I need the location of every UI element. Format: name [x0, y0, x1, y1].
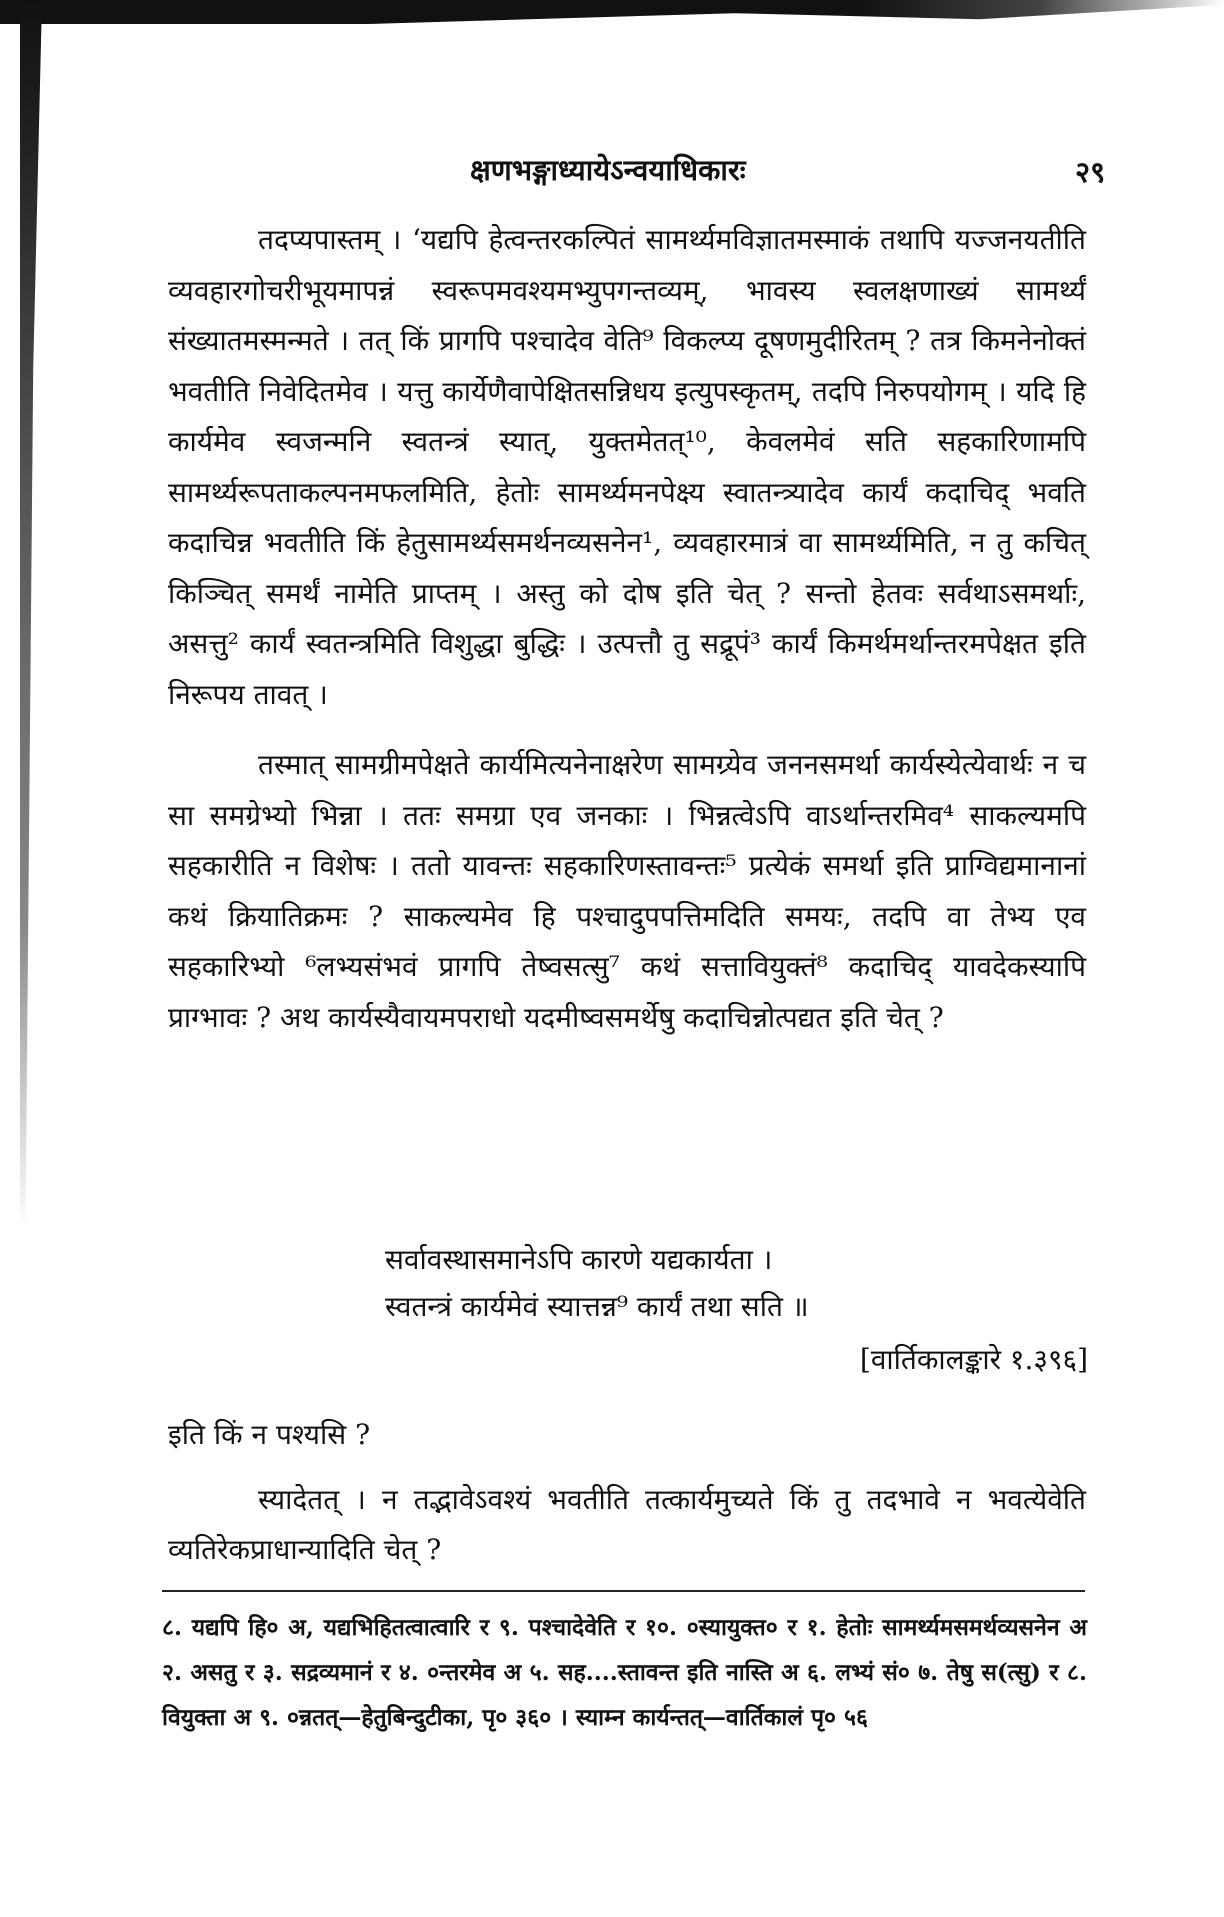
- running-title: क्षणभङ्गाध्यायेऽन्वयाधिकारः: [470, 153, 746, 187]
- page-header: [0, 150, 1224, 200]
- footnotes: ८. यद्यपि हि० अ, यद्यभिहितत्वात्वारि र ९. पश्चादेवेति र १०. ०स्यायुक्त० र १. हेतोः सामर्थ्यमसमर्थव्यसनेन अ २. असतु र ३. सद्रव्यमानं र ४. ०न्तरमेव अ ५. सह....स्तावन्त इति नास्ति अ ६. लभ्यं सं० ७. तेषु स(त्सु) र ८. वियुक्ता अ ९. ०न्नतत्—हेतुबिन्दुटीका, पृ० ३६० । स्याम्न कार्यन्तत्—वार्तिकालं पृ० ५६: [162, 1614, 1087, 1731]
- main-text: [168, 215, 1086, 1043]
- page-number: २९: [1075, 155, 1106, 189]
- verse: [385, 1236, 985, 1330]
- paragraph-2: तस्मात् सामग्रीमपेक्षते कार्यमित्यनेनाक्षरेण सामग्र्येव जननसमर्था कार्यस्येत्येवार्थः न च सा समग्रेभ्यो भिन्ना । ततः समग्रा एव जनकाः । भिन्नत्वेऽपि वाऽर्थान्तरमिव⁴ साकल्यमपि सहकारीति न विशेषः । ततो यावन्तः सहकारिणस्तावन्तः⁵ प्रत्येकं समर्था इति प्राग्विद्यमानानां कथं क्रियातिक्रमः ? साकल्यमेव हि पश्चादुपपत्तिमदिति समयः, तदपि वा तेभ्य एव सहकारिभ्यो ⁶लभ्यसंभवं प्रागपि तेष्वसत्सु⁷ कथं सत्तावियुक्तं⁸ कदाचिद् यावदेकस्यापि प्राग्भावः ? अथ कार्यस्यैवायमपराधो यदमीष्वसमर्थेषु कदाचिन्नोत्पद्यत इति चेत् ?: [168, 748, 1086, 1034]
- verse-citation: [वार्तिकालङ्कारे १.३९६]: [859, 1343, 1088, 1376]
- verse-line-1: सर्वावस्थासमानेऽपि कारणे यद्यकार्यता ।: [385, 1243, 773, 1276]
- paragraph-1: तदप्यपास्तम् । ‘यद्यपि हेत्वन्तरकल्पितं सामर्थ्यमविज्ञातमस्माकं तथापि यज्जनयतीति व्यवहारगोचरीभूयमापन्नं स्वरूपमवश्यमभ्युपगन्तव्यम्, भावस्य स्वलक्षणाख्यं सामर्थ्यं संख्यातमस्मन्मते । तत् किं प्रागपि पश्चादेव वेति⁹ विकल्प्य दूषणमुदीरितम् ? तत्र किमनेनोक्तं भवतीति निवेदितमेव । यत्तु कार्येणैवापेक्षितसन्निधय इत्युपस्कृतम्, तदपि निरुपयोगम् । यदि हि कार्यमेव स्वजन्मनि स्वतन्त्रं स्यात्, युक्तमेतत्¹⁰, केवलमेवं सति सहकारिणामपि सामर्थ्यरूपताकल्पनमफलमिति, हेतोः सामर्थ्यमनपेक्ष्य स्वातन्त्र्यादेव कार्यं कदाचिद् भवति कदाचिन्न भवतीति किं हेतुसामर्थ्यसमर्थनव्यसनेन¹, व्यवहारमात्रं वा सामर्थ्यमिति, न तु कचित् किञ्चित् समर्थं नामेति प्राप्तम् । अस्तु को दोष इति चेत् ? सन्तो हेतवः सर्वथाऽसमर्थाः, असत्तु² कार्यं स्वतन्त्रमिति विशुद्धा बुद्धिः । उत्पत्तौ तु सद्रूपं³ कार्यं किमर्थमर्थान्तरमपेक्षत इति निरूपय तावत् ।: [168, 223, 1086, 711]
- paragraph-3: इति किं न पश्यसि ?: [168, 1418, 371, 1451]
- closing-text: [168, 1410, 1086, 1576]
- paragraph-4: स्यादेतत् । न तद्भावेऽवश्यं भवतीति तत्कार्यमुच्यते किं तु तदभावे न भवत्येवेति व्यतिरेकप्राधान्यादिति चेत् ?: [168, 1482, 1086, 1566]
- verse-line-2: स्वतन्त्रं कार्यमेवं स्यात्तन्न⁹ कार्यं तथा सति ॥: [385, 1290, 809, 1323]
- footnote-divider: [162, 1590, 1085, 1592]
- scan-shadow-top: [0, 0, 1224, 24]
